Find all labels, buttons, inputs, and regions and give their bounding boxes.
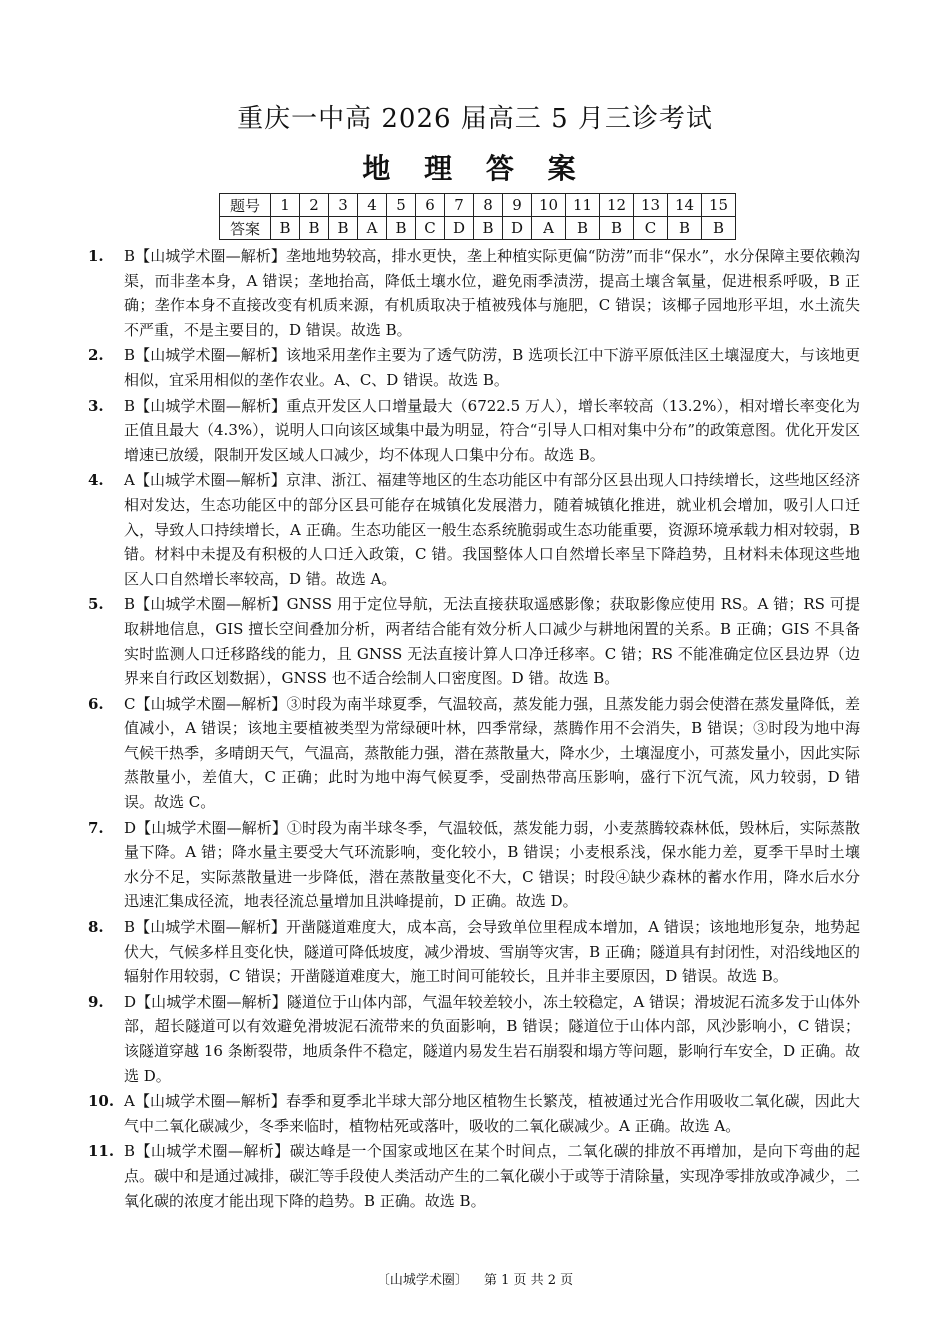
page-title: 重庆一中高 2026 届高三 5 月三诊考试 [237,104,713,134]
item-text: D【山城学术圈—解析】①时段为南半球冬季，气温较低，蒸发能力弱，小麦蒸腾较森林低，毁林后，实际蒸散量下降。A 错；降水量主要受大气环流影响，变化较小，B 错误；小麦根系浅，保水能力差，夏季干旱时土壤水分不足，实际蒸散量进一步降低，潜在蒸散量变化不大，C 错误；时段④缺少森林的蓄水作用，降水后水分迅速汇集成径流，地表径流总量增加且洪峰提前，D 正确。故选 D。 [124,818,860,911]
question-number-cell: 11 [566,194,600,217]
answer-cell: D [503,217,532,240]
item-number: 8. [88,918,104,937]
explanation-item [88,692,860,815]
page-footer [0,1269,950,1288]
item-number: 7. [88,818,104,837]
footer-source: 〔山城学术圈〕 [376,1273,468,1288]
item-text: B【山城学术圈—解析】垄地地势较高，排水更快，垄上种植实际更偏“防涝”而非“保水”，水分保障主要依赖沟渠，而非垄本身，A 错误；垄地抬高，降低土壤水位，避免雨季渍涝，提高土壤含氧量，促进根系呼吸，B 正确；垄作本身不直接改变有机质来源，有机质取决于植被残体与施肥，C 错误；该椰子园地形平坦，水土流失不严重，不是主要目的，D 错误。故选 B。 [124,247,860,339]
explanation-item [88,244,860,342]
answer-cell: B [566,217,600,240]
question-number-cell: 15 [702,194,736,217]
answer-cell: B [702,217,736,240]
item-number: 4. [88,471,104,490]
answer-table-number-row [220,194,736,217]
item-text: B【山城学术圈—解析】开凿隧道难度大，成本高，会导致单位里程成本增加，A 错误；该地地形复杂，地势起伏大，气候多样且变化快，隧道可降低坡度，减少滑坡、雪崩等灾害，B 正确；隧道具有封闭性，对沿线地区的辐射作用较弱，C 错误；开凿隧道难度大，施工时间可能较长，且并非主要原因，D 错误。故选 B。 [124,918,860,986]
answer-cell: A [358,217,387,240]
answer-cell: B [387,217,416,240]
question-number-cell: 10 [532,194,566,217]
answer-cell: C [634,217,668,240]
item-text: B【山城学术圈—解析】碳达峰是一个国家或地区在某个时间点，二氧化碳的排放不再增加，是向下弯曲的起点。碳中和是通过减排，碳汇等手段使人类活动产生的二氧化碳小于或等于清除量，实现净零排放或净减少，二氧化碳的浓度才能出现下降的趋势。B 正确。故选 B。 [124,1142,860,1210]
question-number-cell: 4 [358,194,387,217]
answer-cell: A [532,217,566,240]
answer-table-answer-row [220,217,736,240]
explanation-item [88,1139,860,1213]
item-text: D【山城学术圈—解析】隧道位于山体内部，气温年较差较小，冻土较稳定，A 错误；滑坡泥石流多发于山体外部，超长隧道可以有效避免滑坡泥石流带来的负面影响，B 错误；隧道位于山体内部，风沙影响小，C 错误；该隧道穿越 16 条断裂带，地质条件不稳定，隧道内易发生岩石崩裂和塌方等问题，影响行车安全，D 正确。故选 D。 [124,992,860,1085]
question-number-cell: 12 [600,194,634,217]
question-number-cell: 13 [634,194,668,217]
explanation-item [88,343,860,392]
answer-cell: B [300,217,329,240]
answer-cell: C [416,217,445,240]
explanation-item [88,468,860,591]
item-number: 9. [88,992,104,1011]
item-text: A【山城学术圈—解析】春季和夏季北半球大部分地区植物生长繁茂，植被通过光合作用吸收二氧化碳，因此大气中二氧化碳减少，冬季来临时，植物枯死或落叶，吸收的二氧化碳减少。A 正确。故选 A。 [124,1092,860,1135]
item-text: B【山城学术圈—解析】该地采用垄作主要为了透气防涝，B 选项长江中下游平原低洼区土壤湿度大，与该地更相似，宜采用相似的垄作农业。A、C、D 错误。故选 B。 [124,346,860,389]
question-number-cell: 14 [668,194,702,217]
answer-cell: D [445,217,474,240]
question-number-cell: 9 [503,194,532,217]
answer-explanations [88,244,860,1214]
row-label-number: 题号 [220,194,271,217]
question-number-cell: 2 [300,194,329,217]
item-text: B【山城学术圈—解析】GNSS 用于定位导航，无法直接获取遥感影像；获取影像应使用 RS。A 错；RS 可提取耕地信息，GIS 擅长空间叠加分析，两者结合能有效分析人口减少与耕地闲置的关系。B 正确；GIS 不具备实时监测人口迁移路线的能力，且 GNSS 无法直接计算人口净迁移率。C 错；RS 不能准确定位区县边界（边界来自行政区划数据），GNSS 也不适合绘制人口密度图。D 错。故选 B。 [124,595,860,688]
answer-table [219,193,736,240]
page-subtitle: 地 理 答 案 [362,152,588,185]
item-number: 10. [88,1092,115,1111]
question-number-cell: 1 [271,194,300,217]
answer-cell: B [600,217,634,240]
item-text: B【山城学术圈—解析】重点开发区人口增量最大（6722.5 万人），增长率较高（13.2%），相对增长率变化为正值且最大（4.3%），说明人口向该区域集中最为明显，符合“引导人口相对集中分布”的政策意图。优化开发区增速已放缓，限制开发区域人口减少，均不体现人口集中分布。故选 B。 [124,396,860,464]
row-label-answer: 答案 [220,217,271,240]
explanation-item [88,592,860,690]
item-number: 2. [88,346,104,365]
item-number: 3. [88,396,104,415]
explanation-item [88,816,860,914]
answer-cell: B [474,217,503,240]
question-number-cell: 7 [445,194,474,217]
answer-cell: B [668,217,702,240]
question-number-cell: 6 [416,194,445,217]
item-text: C【山城学术圈—解析】③时段为南半球夏季，气温较高，蒸发能力强，且蒸发能力弱会使潜在蒸发量降低，差值减小，A 错误；该地主要植被类型为常绿硬叶林，四季常绿，蒸腾作用不会消失，B 错误；③时段为地中海气候干热季，多晴朗天气，气温高，蒸散能力强，潜在蒸散量大，降水少，土壤湿度小，可蒸发量小，因此实际蒸散量小，差值大，C 正确；此时为地中海气候夏季，受副热带高压影响，盛行下沉气流，风力较弱，D 错误。故选 C。 [124,694,860,812]
question-number-cell: 3 [329,194,358,217]
explanation-item [88,990,860,1088]
item-number: 5. [88,595,104,614]
question-number-cell: 8 [474,194,503,217]
answer-cell: B [271,217,300,240]
answer-cell: B [329,217,358,240]
item-number: 11. [88,1142,115,1161]
question-number-cell: 5 [387,194,416,217]
footer-page-number: 第 1 页 共 2 页 [483,1273,574,1288]
explanation-item [88,915,860,989]
explanation-item [88,1089,860,1138]
item-number: 1. [88,247,104,265]
item-number: 6. [88,694,104,713]
explanation-item [88,394,860,468]
item-text: A【山城学术圈—解析】京津、浙江、福建等地区的生态功能区中有部分区县出现人口持续增长，这些地区经济相对发达，生态功能区中的部分区县可能存在城镇化发展潜力，随着城镇化推进，就业机会增加，吸引人口迁入，导致人口持续增长，A 正确。生态功能区一般生态系统脆弱或生态功能重要，资源环境承载力相对较弱，B 错。材料中未提及有积极的人口迁入政策，C 错。我国整体人口自然增长率呈下降趋势，且材料未体现这些地区人口自然增长率较高，D 错。故选 A。 [124,471,860,588]
